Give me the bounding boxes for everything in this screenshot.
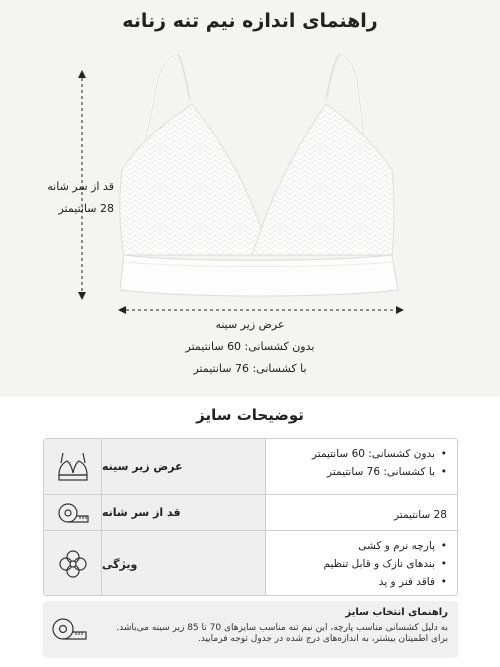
row-value-underbust xyxy=(266,439,458,494)
table-row xyxy=(44,495,458,531)
table-row xyxy=(44,531,458,596)
shoulder-height-value: 28 سانتیمتر xyxy=(58,202,114,215)
shoulder-height-measure xyxy=(14,176,114,220)
underbust-stretch: با کشسانی: 76 سانتیمتر xyxy=(193,362,307,375)
list-item: • با کشسانی: 76 سانتیمتر xyxy=(272,463,447,481)
list-item: • بدون کشسانی: 60 سانتیمتر xyxy=(272,445,447,463)
page-title: راهنمای اندازه نیم تنه زنانه xyxy=(122,10,378,32)
table-row xyxy=(44,439,458,495)
underbust-label: عرض زیر سینه xyxy=(215,318,285,331)
size-guide-note xyxy=(43,601,458,658)
guide-title: راهنمای انتخاب سایز xyxy=(345,607,448,618)
row-label-shoulder-height: قد از سر شانه xyxy=(102,495,266,530)
underbust-measure xyxy=(150,314,350,380)
list-item: • بندهای نازک و قابل تنظیم xyxy=(272,555,447,573)
row-label-features: ویژگی xyxy=(102,531,266,596)
shoulder-height-label: قد از سر شانه xyxy=(47,180,114,193)
bra-outline-icon xyxy=(55,451,91,483)
flower-icon xyxy=(58,549,88,579)
row-value-features xyxy=(266,531,458,596)
list-item: • فاقد فنر و پد xyxy=(272,573,447,591)
row-value-shoulder-height: 28 سانتیمتر xyxy=(393,509,447,521)
measuring-tape-icon xyxy=(56,499,90,527)
list-item: • پارچه نرم و کشی xyxy=(272,537,447,555)
row-label-underbust: عرض زیر سینه xyxy=(102,439,266,494)
guide-text: به دلیل کشسانی مناسب پارچه، این نیم تنه مناسب سایزهای 70 تا 85 زیر سینه می‌باشد. برای اطمینان بیشتر، به اندازه‌های درج شده در جدول توجه فرمایید. xyxy=(116,623,448,644)
size-table xyxy=(43,438,458,596)
size-details-title: توضیحات سایز xyxy=(196,406,304,424)
underbust-no-stretch: بدون کشسانی: 60 سانتیمتر xyxy=(185,340,315,353)
measuring-tape-icon xyxy=(49,609,89,649)
